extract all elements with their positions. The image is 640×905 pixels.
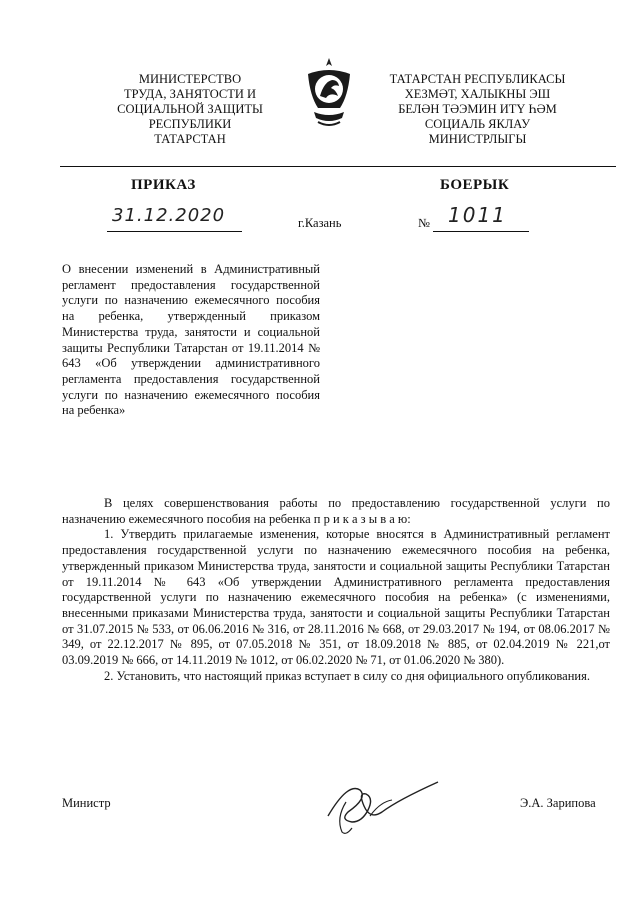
- order-body: [62, 496, 610, 684]
- order-number: 1011: [448, 203, 507, 227]
- header-line: ТАТАРСТАН РЕСПУБЛИКАСЫ: [389, 72, 566, 86]
- header-divider: [60, 166, 616, 167]
- order-date: 31.12.2020: [112, 205, 226, 226]
- header-line: ХЕЗМӘТ, ХАЛЫКНЫ ЭШ: [404, 87, 551, 101]
- signatory-position: Министр: [62, 796, 111, 810]
- number-label: №: [418, 216, 430, 230]
- ministry-name-tatar: [365, 72, 590, 147]
- body-paragraph: 2. Установить, что настоящий приказ вступает в силу со дня официального опубликования.: [104, 668, 590, 683]
- body-paragraph: 1. Утвердить прилагаемые изменения, которые вносятся в Административный регламент предоставления государственной услуги по назначению ежемесячного пособия на ребенка, утвержденный приказом Министерства труда, занятости и социальной защиты Республики Татарстан от 19.11.2014 № 643 «Об утверждении Административного регламента предоставления государственной услуги по назначению ежемесячного пособия на ребенка» (с изменениями, внесенными приказами Министерства труда, занятости и социальной защиты Республики Татарстан от 31.07.2015 № 533, от 06.06.2016 № 316, от 28.11.2016 № 668, от 29.03.2017 № 194, от 08.06.2017 № 349, от 22.12.2017 № 895, от 07.05.2018 № 351, от 18.09.2018 № 885, от 02.04.2019 № 221,от 03.09.2019 № 666, от 14.11.2019 № 1012, от 06.02.2020 № 71, от 01.06.2020 № 380).: [62, 527, 610, 668]
- body-paragraph: В целях совершенствования работы по предоставлению государственной услуги по назначению ежемесячного пособия на ребенка п р и к а з ы в а ю:: [62, 496, 610, 526]
- header-line: СОЦИАЛЬНОЙ ЗАЩИТЫ: [117, 102, 263, 116]
- header-line: СОЦИАЛЬ ЯКЛАУ: [424, 117, 531, 131]
- coat-of-arms-icon: [298, 56, 360, 140]
- signatory-name: Э.А. Зарипова: [520, 796, 596, 810]
- ministry-name-russian: [80, 72, 300, 147]
- signature-icon: [318, 772, 458, 838]
- order-subject: О внесении изменений в Административный регламент предоставления государственной услуги по назначению ежемесячного пособия на ребенка, утвержденный приказом Министерства труда, занятости и социальной защиты Республики Татарстан от 19.11.2014 № 643 «Об утверждении административного регламента предоставления государственной услуги по назначению ежемесячного пособия на ребенка»: [62, 262, 320, 418]
- header-line: МИНИСТРЛЫГЫ: [428, 132, 527, 146]
- order-title-tatar: БОЕРЫК: [440, 177, 510, 193]
- order-title-russian: ПРИКАЗ: [131, 177, 196, 193]
- order-city: г.Казань: [298, 216, 342, 230]
- header-line: ТАТАРСТАН: [154, 132, 226, 146]
- header-line: БЕЛӘН ТӘЭМИН ИТҮ ҺӘМ: [398, 102, 557, 116]
- header-line: МИНИСТЕРСТВО: [138, 72, 242, 86]
- header-line: РЕСПУБЛИКИ: [148, 117, 232, 131]
- header-line: ТРУДА, ЗАНЯТОСТИ И: [123, 87, 257, 101]
